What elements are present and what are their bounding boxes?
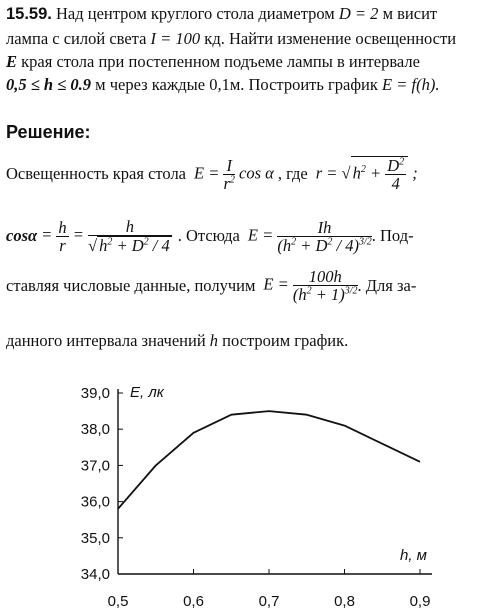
problem-text-2b: кд. Найти изменение освещенности bbox=[204, 29, 457, 48]
formula-E-2: E = $\frac{Ih}{(h^2 + D^2 / 4)^{3/2}}$ bbox=[247, 217, 372, 255]
dlya-text: . Для за- bbox=[357, 275, 417, 295]
fraction-I-over-r2: $\frac{I}{r^2}$ bbox=[223, 155, 235, 193]
formula-E-1: E = $\frac{I}{r^2}$ cos α bbox=[194, 155, 274, 193]
where-text: , где bbox=[277, 164, 308, 184]
diameter-unit: м висит bbox=[382, 4, 438, 23]
x-tick-label: 0,5 bbox=[107, 593, 129, 610]
y-tick-label: 38,0 bbox=[80, 421, 110, 439]
y-tick-label: 39,0 bbox=[80, 385, 110, 402]
problem-text-4: м через каждые 0,1м. Построить график bbox=[95, 75, 378, 94]
diameter-expression: D = 2 bbox=[338, 4, 379, 23]
solution-text-3: ставляя числовые данные, получим bbox=[6, 275, 256, 295]
range-expression: 0,5 ≤ h ≤ 0.9 bbox=[6, 75, 92, 94]
function-expression: E = f(h). bbox=[382, 75, 440, 94]
y-tick-label: 35,0 bbox=[80, 529, 110, 547]
problem-number: 15.59. bbox=[6, 5, 52, 23]
h-symbol: h bbox=[209, 331, 219, 350]
pod-text: . Под- bbox=[371, 226, 414, 246]
x-tick-label: 0,7 bbox=[258, 593, 280, 610]
cos-alpha-label: cosα bbox=[6, 226, 38, 246]
solution-heading-colon: : bbox=[84, 122, 91, 142]
otsyuda-text: . Отсюда bbox=[177, 226, 240, 246]
solution-text-4b: построим график. bbox=[222, 331, 349, 350]
fraction-h-num: h bbox=[58, 217, 67, 237]
x-tick-label: 0,8 bbox=[334, 593, 355, 610]
series-line bbox=[118, 411, 420, 509]
solution-text-4a: данного интервала значений bbox=[6, 331, 206, 350]
solution-heading-text: Решение bbox=[6, 122, 85, 142]
problem-text-3: края стола при постепенном подъеме лампы в интервале bbox=[21, 52, 420, 71]
solution-text-1: Освещенность края стола bbox=[6, 164, 187, 184]
problem-text-2a: лампа с силой света bbox=[6, 29, 147, 48]
y-tick-label: 37,0 bbox=[80, 457, 110, 475]
x-tick-label: 0,6 bbox=[183, 593, 204, 610]
formula-r: r = √ $h^2$ + $\frac{D^2}{4}$ ; bbox=[315, 156, 418, 194]
y-tick-label: 36,0 bbox=[80, 493, 110, 511]
intensity-expression: I = 100 bbox=[150, 29, 201, 48]
x-tick-label: 0,9 bbox=[409, 593, 431, 610]
problem-text-1: Над центром круглого стола диаметром bbox=[56, 4, 335, 23]
y-axis-label: E, лк bbox=[130, 384, 164, 401]
formula-cos: = $\frac{h}{r}$ = $\frac{h}{√ h^2 + D^2 / 4}$ bbox=[41, 217, 170, 256]
fraction-r-den: r bbox=[59, 235, 66, 255]
formula-E-3: E = $\frac{100h}{(h^2 + 1)^{3/2}}$ bbox=[263, 267, 358, 305]
illuminance-symbol: E bbox=[6, 52, 18, 71]
x-axis-label: h, м bbox=[400, 547, 427, 564]
y-tick-label: 34,0 bbox=[80, 566, 110, 583]
